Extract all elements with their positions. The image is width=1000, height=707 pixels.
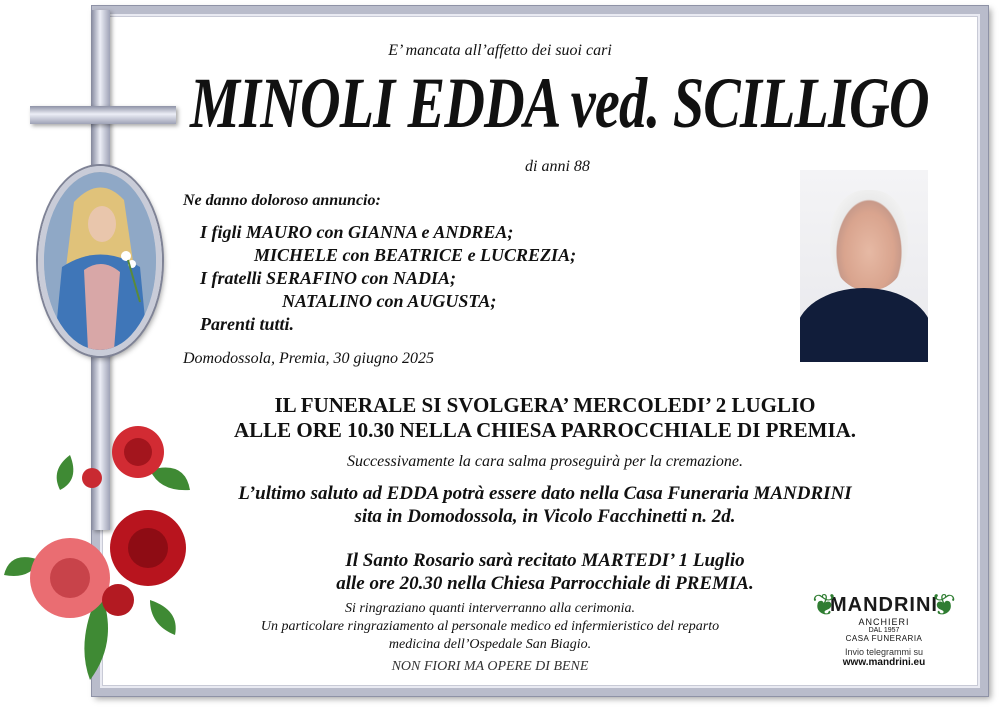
deceased-photo <box>800 170 928 362</box>
funeral-line-2: ALLE ORE 10.30 NELLA CHIESA PARROCCHIALE DI PREMIA. <box>233 418 857 442</box>
photo-face <box>830 190 908 290</box>
salute-line-1: L’ultimo saluto ad EDDA potrà essere dato nella Casa Funeraria MANDRINI <box>238 483 852 504</box>
family-line-4: NATALINO con AUGUSTA; <box>282 291 497 311</box>
family-line-5: Parenti tutti. <box>200 314 295 334</box>
logo-brand: MANDRINI <box>830 594 938 616</box>
logo-footer-1: Invio telegrammi su <box>844 647 924 657</box>
laurel-wreath-icon: ❦ <box>812 589 838 622</box>
family-line-3: I fratelli SERAFINO con NADIA; <box>200 268 457 288</box>
madonna-image <box>44 172 156 350</box>
logo-type: CASA FUNERARIA <box>845 634 923 643</box>
place-date: Domodossola, Premia, 30 giugno 2025 <box>183 350 434 367</box>
salute-line-2: sita in Domodossola, in Vicolo Facchinetti n. 2d. <box>354 506 736 527</box>
thanks-line-2: Un particolare ringraziamento al personale medico ed infermieristico del reparto <box>260 619 720 634</box>
funeral-line-1: IL FUNERALE SI SVOLGERA’ MERCOLEDI’ 2 LUGLIO <box>274 393 816 417</box>
mandrini-logo <box>812 584 956 682</box>
announce-line: Ne danno doloroso annuncio: <box>183 192 381 209</box>
flowers-line: NON FIORI MA OPERE DI BENE <box>391 659 589 674</box>
deceased-name: MINOLI EDDA ved. SCILLIGO <box>190 63 929 143</box>
rosary-line-1: Il Santo Rosario sarà recitato MARTEDI’ 1 Luglio <box>345 550 745 571</box>
rosary-line-2: alle ore 20.30 nella Chiesa Parrocchiale di PREMIA. <box>336 573 754 594</box>
cremation-line: Successivamente la cara salma proseguirà per la cremazione. <box>346 453 744 470</box>
family-line-1: I figli MAURO con GIANNA e ANDREA; <box>200 222 514 242</box>
laurel-wreath-icon: ❦ <box>930 589 956 622</box>
photo-body <box>800 288 928 362</box>
roses-icon <box>0 410 200 690</box>
cross-bar <box>30 106 176 124</box>
intro-line: E’ mancata all’affetto dei suoi cari <box>388 42 612 59</box>
thanks-line-3: medicina dell’Ospedale San Biagio. <box>388 637 592 652</box>
thanks-line-1: Si ringraziano quanti interverranno alla cerimonia. <box>344 601 636 616</box>
family-line-2: MICHELE con BEATRICE e LUCREZIA; <box>254 245 577 265</box>
logo-website[interactable]: www.mandrini.eu <box>842 657 926 668</box>
madonna-medallion <box>38 166 162 356</box>
age-line: di anni 88 <box>525 158 590 175</box>
logo-since: DAL 1957 <box>868 627 900 634</box>
logo-sub: ANCHIERI <box>858 617 910 627</box>
